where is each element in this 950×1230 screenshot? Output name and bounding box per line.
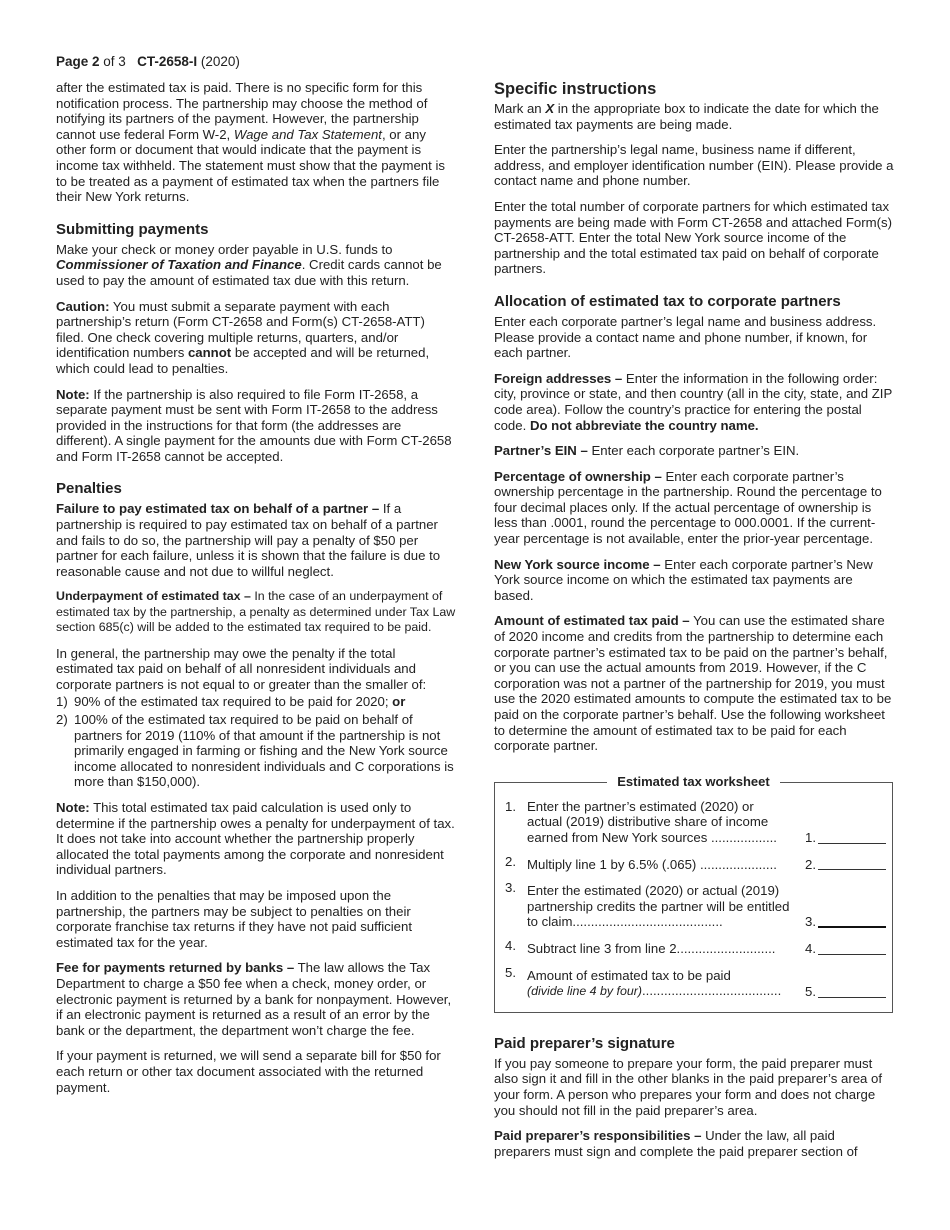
- worksheet-line-4: 4. Subtract line 3 from line 2........................... 4.: [505, 938, 886, 957]
- list-item: 1) 90% of the estimated tax required to be paid for 2020; or: [56, 694, 406, 710]
- line-3-entry-field[interactable]: [818, 926, 886, 928]
- ownership-paragraph: Percentage of ownership – Enter each corporate partner’s ownership percentage in the partnership. Round the percentage to four decimal places only. If the actual percentage of ownership is less than .0001, round the percentage to 000.0001. If the current-year percentage is not available, enter the prior-year percentage.: [494, 468, 882, 547]
- worksheet-line-2: 2. Multiply line 1 by 6.5% (.065) ..................... 2.: [505, 854, 886, 873]
- ny-source-income-paragraph: New York source income – Enter each corporate partner’s New York source income on which the estimated tax payments are based.: [494, 556, 873, 603]
- returned-paragraph: If your payment is returned, we will send a separate bill for $50 for each return or other tax document associated with the returned payment.: [56, 1048, 441, 1095]
- worksheet-line-5: 5. Amount of estimated tax to be paid (divide line 4 by four)...................................... 5.: [505, 965, 886, 1000]
- submitting-payments-section: [56, 221, 456, 465]
- paid-preparer-heading: Paid preparer’s signature: [494, 1034, 675, 1052]
- form-number: CT-2658-I: [137, 54, 198, 69]
- underpayment-paragraph: Underpayment of estimated tax – In the case of an underpayment of estimated tax by the partnership, a penalty as determined under Tax Law section 685(c) will be added to the estimated tax required to be paid.: [56, 589, 456, 635]
- partner-ein-paragraph: Partner’s EIN – Enter each corporate partner’s EIN.: [494, 443, 800, 459]
- page-header: [56, 54, 240, 69]
- amount-paid-paragraph: Amount of estimated tax paid – You can use the estimated share of 2020 income and credits from the partnership to determine each corporate partner’s estimated tax to be paid on the partner’s behalf, or you can use the actual amounts from 2019. However, if the C corporation was not a partner of the partnership for 2019, you must use the 2020 estimated amounts to compute the estimated tax to be paid on the corporate partner’s behalf. Use the following worksheet to determine the amount of estimated tax to be paid for each corporate partner.: [494, 613, 892, 754]
- worksheet-line-3: 3. Enter the estimated (2020) or actual (2019) partnership credits the partner will be entitled to claim......................................... 3.: [505, 880, 886, 930]
- penalty-note-paragraph: Note: This total estimated tax paid calculation is used only to determine if the partnership owes a penalty for underpayment of tax. It does not take into account whether the partnership properly allocated the total payments among the corporate and nonresident individual partners.: [56, 800, 455, 878]
- penalties-section: [56, 480, 456, 1095]
- partnership-name-paragraph: Enter the partnership’s legal name, business name if different, address, and employer identification number (EIN). Please provide a contact name and phone number.: [494, 142, 894, 189]
- general-paragraph: In general, the partnership may owe the penalty if the total estimated tax paid on behalf of all nonresident individuals and corporate partners is not equal to or greater than the smaller of:: [56, 645, 427, 692]
- note-paragraph: Note: If the partnership is also required to file Form IT-2658, a separate payment must be sent with Form IT-2658 to the address provided in the instructions for that form (the addresses are different). A single payment for the amounts due with Form CT-2658 and Form IT-2658 cannot be accepted.: [56, 386, 452, 464]
- list-item: 2) 100% of the estimated tax required to be paid on behalf of partners for 2019 (110% of that amount if the partnership is not primarily engaged in farming or fishing and the New York source income allocated to nonresident individuals and C corporations is more than $150,000).: [56, 712, 454, 790]
- estimated-tax-worksheet: [494, 773, 893, 1013]
- caution-paragraph: Caution: You must submit a separate payment with each partnership’s return (Form CT-2658 and Form(s) CT-2658-ATT) filed. One check covering multiple returns, quarters, and/or identification numbers cannot be accepted and will be returned, which could lead to penalties.: [56, 298, 430, 376]
- total-partners-paragraph: Enter the total number of corporate partners for which estimated tax payments are being made with Form CT-2658 and attached Form(s) CT-2658-ATT. Enter the total New York source income of the partnership and the total estimated tax paid on behalf of corporate partners.: [494, 198, 893, 277]
- allocation-section: [494, 293, 894, 754]
- payable-paragraph: Make your check or money order payable in U.S. funds to Commissioner of Taxation and Finance. Credit cards cannot be used to pay the amount of estimated tax due with this return.: [56, 241, 442, 288]
- mark-x-paragraph: Mark an X in the appropriate box to indicate the date for which the estimated tax payments are being made.: [494, 101, 879, 132]
- page-number: Page 2: [56, 54, 100, 69]
- preparer-responsibilities-paragraph: Paid preparer’s responsibilities – Under the law, all paid preparers must sign and complete the paid preparer section of: [494, 1128, 858, 1159]
- failure-paragraph: Failure to pay estimated tax on behalf of a partner – If a partnership is required to pay estimated tax on behalf of a partner and fails to do so, the partnership will pay a penalty of $50 per partner for each failure, unless it is shown that the failure is due to reasonable cause and not due to willful neglect.: [56, 501, 441, 579]
- allocation-heading: Allocation of estimated tax to corporate partners: [494, 292, 841, 310]
- submitting-payments-heading: Submitting payments: [56, 220, 209, 238]
- line-4-entry-field[interactable]: [818, 954, 886, 955]
- fee-paragraph: Fee for payments returned by banks – The law allows the Tax Department to charge a $50 fee when a check, money order, or electronic payment is returned by a bank for nonpayment. However, if an electronic payment is returned as a result of an error by the bank or the department, the department won’t charge the fee.: [56, 960, 452, 1038]
- paid-preparer-section: [494, 1035, 894, 1160]
- penalties-heading: Penalties: [56, 480, 122, 498]
- foreign-addresses-paragraph: Foreign addresses – Enter the information in the following order: city, province or state, and then country (all in the city, state, and ZIP code area). Follow the country’s practice for entering the postal code. Do not abbreviate the country name.: [494, 370, 893, 433]
- page-total: of 3: [99, 54, 126, 69]
- left-column: [56, 80, 456, 1105]
- allocation-intro: Enter each corporate partner’s legal name and business address. Please provide a contact name and phone number, if known, for each partner.: [494, 313, 877, 361]
- addition-paragraph: In addition to the penalties that may be imposed upon the partnership, the partners may be subject to penalties on their corporate franchise tax returns if they have not paid sufficient estimated tax for the year.: [56, 887, 413, 950]
- line-2-entry-field[interactable]: [818, 869, 886, 870]
- intro-paragraph: after the estimated tax is paid. There is no specific form for this notification process. The partnership may choose the method of notifying its partners of the payment. However, the partnership cannot use federal Form W-2, Wage and Tax Statement, or any other form or document that would indicate that the payment is income tax withheld. The statement must show that the payment is to be treated as a payment of estimated tax when the partners file their New York returns.: [56, 80, 445, 205]
- worksheet-title: Estimated tax worksheet: [495, 774, 892, 790]
- form-year: (2020): [197, 54, 240, 69]
- paid-preparer-paragraph: If you pay someone to prepare your form, the paid preparer must also sign it and fill in the other blanks in the paid preparer’s area of your form. A person who prepares your form and does not charge you should not fill in the paid preparer’s area.: [494, 1055, 883, 1118]
- worksheet-line-1: 1. Enter the partner’s estimated (2020) or actual (2019) distributive share of income earned from New York sources .................. 1.: [505, 799, 886, 846]
- line-5-entry-field[interactable]: [818, 997, 886, 998]
- line-1-entry-field[interactable]: [818, 843, 886, 844]
- right-column: [494, 80, 894, 1169]
- specific-instructions-heading: Specific instructions: [494, 80, 657, 98]
